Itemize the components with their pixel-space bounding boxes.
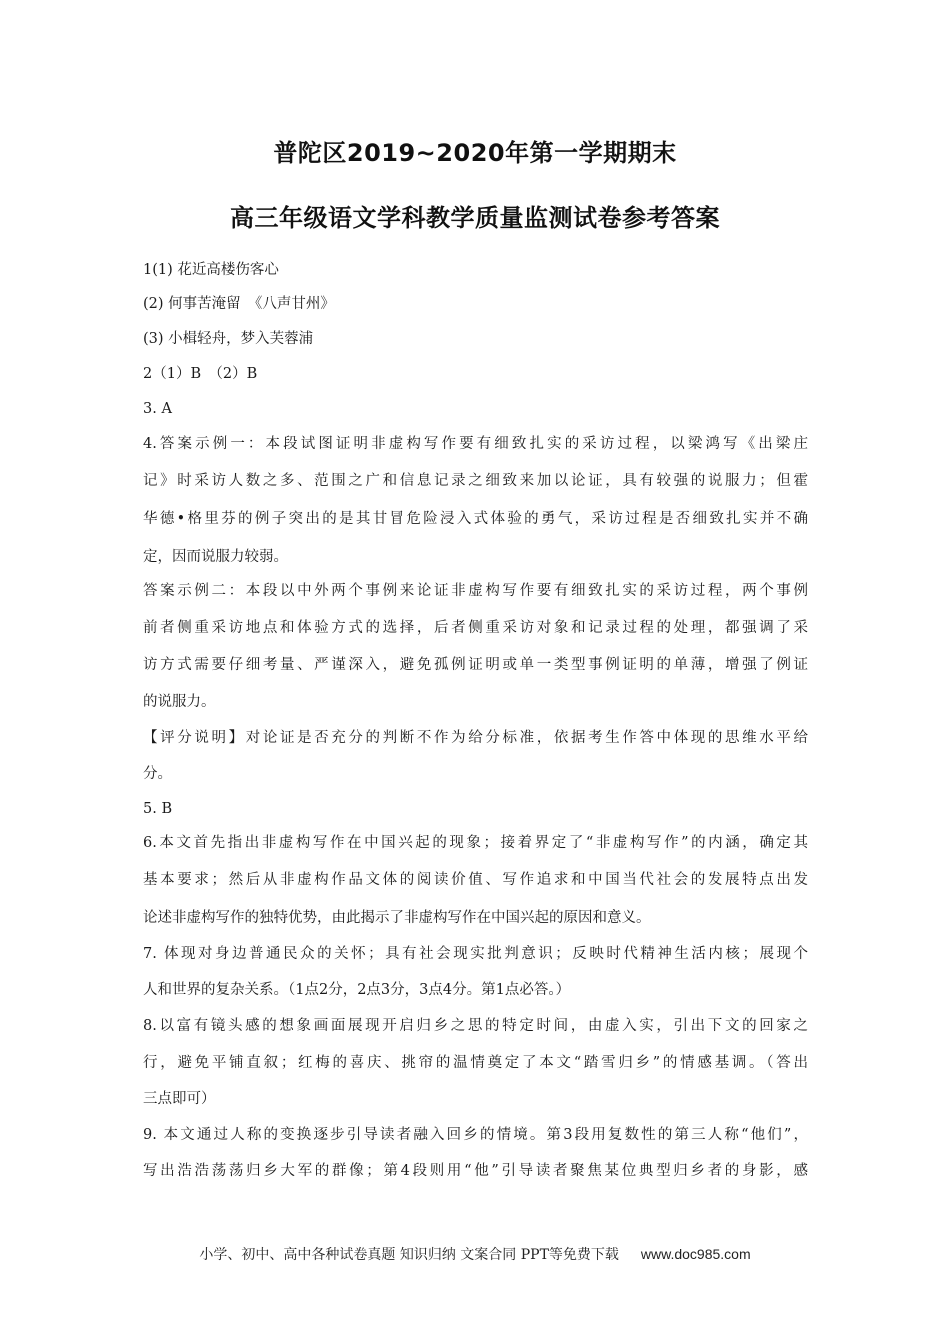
document-title-line1: 普陀区2019~2020年第一学期期末: [273, 139, 677, 167]
answer-line-q4-example2: 的说服力。: [143, 694, 216, 710]
answer-line-q8: 行，避免平铺直叙；红梅的喜庆、挑帘的温情奠定了本文“踏雪归乡”的情感基调。（答出: [143, 1055, 808, 1071]
answer-line-q1-1: 1(1) 花近高楼伤客心: [143, 262, 279, 278]
scoring-note: 分。: [143, 766, 172, 782]
answer-line-q8: 三点即可）: [143, 1091, 216, 1107]
answer-line-q8: 8.以富有镜头感的想象画面展现开启归乡之思的特定时间，由虚入实，引出下文的回家之: [143, 1018, 808, 1034]
answer-line-q7: 人和世界的复杂关系。（1点2分，2点3分，3点4分。第1点必答。）: [143, 982, 571, 998]
answer-line-q9: 9. 本文通过人称的变换逐步引导读者融入回乡的情境。第3段用复数性的第三人称“他们”，: [143, 1127, 808, 1143]
answer-line-q4-example2: 前者侧重采访地点和体验方式的选择，后者侧重采访对象和记录过程的处理，都强调了采: [143, 620, 808, 636]
answer-line-q2: 2（1）B （2）B: [143, 366, 258, 382]
answer-line-q4: 华德•格里芬的例子突出的是其甘冒危险浸入式体验的勇气，采访过程是否细致扎实并不确: [143, 511, 808, 527]
answer-line-q5: 5. B: [143, 801, 173, 817]
document-title-line2: 高三年级语文学科教学质量监测试卷参考答案: [230, 204, 720, 232]
answer-line-q1-3: (3) 小楫轻舟，梦入芙蓉浦: [143, 331, 314, 347]
answer-line-q4: 4.答案示例一：本段试图证明非虚构写作要有细致扎实的采访过程，以梁鸿写《出梁庄: [143, 436, 808, 452]
footer-url[interactable]: www.doc985.com: [640, 1246, 751, 1262]
answer-line-q4-example2: 答案示例二：本段以中外两个事例来论证非虚构写作要有细致扎实的采访过程，两个事例: [143, 583, 808, 599]
answer-line-q9: 写出浩浩荡荡归乡大军的群像；第4段则用“他”引导读者聚焦某位典型归乡者的身影，感: [143, 1163, 808, 1179]
answer-line-q4: 定，因而说服力较弱。: [143, 549, 288, 565]
answer-line-q1-2: (2) 何事苦淹留 《八声甘州》: [143, 296, 335, 312]
scoring-note: 【评分说明】对论证是否充分的判断不作为给分标准，依据考生作答中体现的思维水平给: [143, 730, 808, 746]
answer-line-q4-example2: 访方式需要仔细考量、严谨深入，避免孤例证明或单一类型事例证明的单薄，增强了例证: [143, 657, 808, 673]
page-footer: [0, 1244, 950, 1264]
answer-line-q6: 论述非虚构写作的独特优势，由此揭示了非虚构写作在中国兴起的原因和意义。: [143, 910, 651, 926]
answer-line-q7: 7. 体现对身边普通民众的关怀；具有社会现实批判意识；反映时代精神生活内核；展现个: [143, 946, 808, 962]
answer-line-q3: 3. A: [143, 401, 172, 417]
footer-text: 小学、初中、高中各种试卷真题 知识归纳 文案合同 PPT等免费下载: [199, 1247, 619, 1263]
answer-line-q6: 6.本文首先指出非虚构写作在中国兴起的现象；接着界定了“非虚构写作”的内涵，确定其: [143, 835, 808, 851]
answer-line-q6: 基本要求；然后从非虚构作品文体的阅读价值、写作追求和中国当代社会的发展特点出发: [143, 872, 808, 888]
answer-line-q4: 记》时采访人数之多、范围之广和信息记录之细致来加以论证，具有较强的说服力；但霍: [143, 473, 808, 489]
